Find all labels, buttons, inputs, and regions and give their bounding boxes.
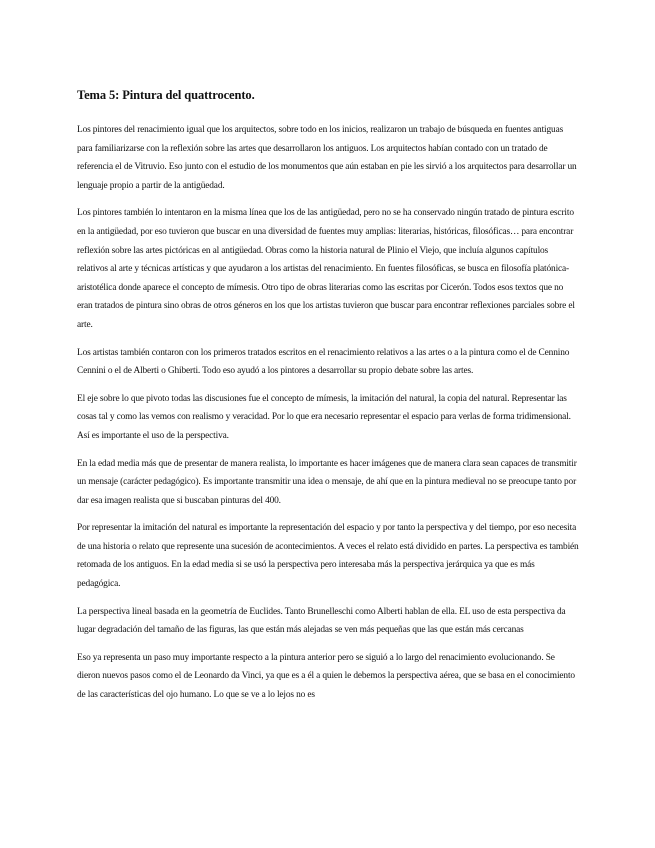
paragraph-3: Los artistas también contaron con los primeros tratados escritos en el renacimiento relativos a las artes o a la pintura como el de Cennino Cennini o el de Alberti o Ghiberti. Todo eso ayudó a los pintores a desarrollar su propio debate sobre las artes. [77,347,570,377]
paragraph-5: En la edad media más que de presentar de manera realista, lo importante es hacer imágenes que de manera clara sean capaces de transmitir un mensaje (carácter pedagógico). Es importante transmitir una idea o mensaje, de ahí que en la pintura medieval no se preocupe tanto por dar esa imagen realista que si buscaban pinturas del 400. [77,458,577,506]
paragraph-8: Eso ya representa un paso muy importante respecto a la pintura anterior pero se siguió a lo largo del renacimiento evolucionando. Se dieron nuevos pasos como el de Leonardo da Vinci, ya que es a él a quien le debemos la perspectiva aérea, que se basa en el conocimiento de las características del ojo humano. Lo que se ve a lo lejos no es [77,652,575,701]
paragraph-4: El eje sobre lo que pivoto todas las discusiones fue el concepto de mímesis, la imitación del natural, la copia del natural. Representar las cosas tal y como las vemos con realismo y veracidad. Por lo que era necesario representar el espacio para verlas de forma tridimensional. Así es importante el uso de la perspectiva. [77,393,571,441]
paragraph-6: Por representar la imitación del natural es importante la representación del espacio y por tanto la perspectiva y del tiempo, por eso necesita de una historia o relato que represente una sucesión de acontecimientos. A veces el relato está dividido en partes. La perspectiva es también retomada de los antiguos. En la edad media si se usó la perspectiva pero interesaba más la perspectiva jerárquica ya que es más pedagógica. [77,523,579,590]
paragraph-7: La perspectiva lineal basada en la geometría de Euclides. Tanto Brunelleschi como Alberti hablan de ella. EL uso de esta perspectiva da lugar degradación del tamaño de las figuras, las que están más alejadas se ven más pequeñas que las que están más cercanas [77,606,566,636]
document-body [77,87,579,714]
paragraph-1: Los pintores del renacimiento igual que los arquitectos, sobre todo en los inicios, realizaron un trabajo de búsqueda en fuentes antiguas para familiarizarse con la reflexión sobre las artes que desarrollaron los antiguos. Los arquitectos habían contado con un tratado de referencia el de Vitruvio. Eso junto con el estudio de los monumentos que aún estaban en pie les sirvió a los arquitectos para desarrollar un lenguaje propio a partir de la antigüedad. [77,125,577,191]
paragraph-2: Los pintores también lo intentaron en la misma línea que los de las antigüedad, pero no se ha conservado ningún tratado de pintura escrito en la antigüedad, por eso tuvieron que buscar en una diversidad de fuentes muy amplias: literarias, históricas, filosóficas… para encontrar reflexión sobre las artes pictóricas en al antigüedad. Obras como la historia natural de Plinio el Viejo, que incluía algunos capítulos relativos al arte y técnicas artísticas y que ayudaron a los artistas del renacimiento. En fuentes filosóficas, se busca en filosofía platónica-aristotélica donde aparece el concepto de mímesis. Otro tipo de obras literarias como las escritas por Cicerón. Todos esos textos que no eran tratados de pintura sino obras de otros géneros en los que los artistas tuvieron que buscar para encontrar reflexiones parciales sobre el arte. [77,208,575,330]
document-title: Tema 5: Pintura del quattrocento. [77,88,255,102]
